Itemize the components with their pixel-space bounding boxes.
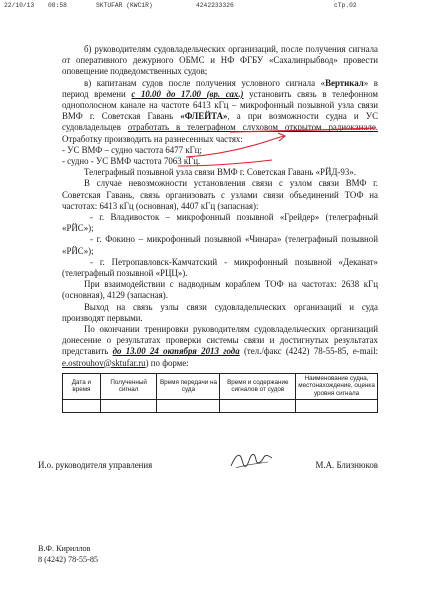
column-header-transfer-time: Время передачи на суда [157, 373, 220, 399]
contact-name: В.Ф. Кириллов [38, 544, 91, 553]
report-instruction: По окончании тренировки руководителям судовладельческих организаций донесение о результатах проверки системы связи и достигнутых результатах представить до 13.00 24 октября 2013 года (тел./факс (4242) 78-55-85, e-mail: e.ostrouhov@sktufar.ru) по форме: [62, 324, 378, 368]
column-header-ship-signals: Время и содержание сигналов от судов [220, 373, 296, 399]
station-fokino: - г. Фокино – микрофонный позывной «Чинара» (телеграфный позывной «РЙС»); [62, 234, 378, 256]
paragraph-v: в) капитанам судов после получения условного сигнала «Вертикал» в период времени с 10.00 до 17.00 (вр. сах.) установить связь в телефонном однополосном канале на частоте 6413 кГц – микрофонный позывной узла связи ВМФ г. Советская Гавань «ФЛЕЙТА», а при возможности судна и УС судовладельцев отработать в телеграфном слуховом открытом радиоканале. Отработку производить на разнесенных частях: [62, 77, 379, 144]
fax-date: 22/10/13 [4, 2, 35, 9]
telegraph-instruction: отработать в телеграфном слуховом открытом радиоканале. [127, 122, 378, 133]
report-email: e.ostrouhov@sktufar.ru [62, 357, 146, 368]
fallback-paragraph: В случае невозможности установления связи с узлом связи ВМФ г. Советская Гавань, связь организовать с узлами связи объединений ТОФ на частотах: 6413 кГц (основная), 4407 кГц (запасная): [62, 178, 378, 211]
fax-time: 08:58 [48, 2, 67, 9]
column-header-signal: Полученный сигнал [100, 373, 157, 399]
signal-name: Вертикал [325, 77, 364, 88]
table-cell [63, 399, 101, 412]
document-body [62, 44, 378, 413]
report-deadline: до 13.00 24 октября 2013 года [112, 346, 240, 357]
paragraph-b: б) руководителям судовладельческих организаций, после получения сигнала от оперативного дежурного ОБМС и НФ ФГБУ «Сахалинрыбвод» провести оповещение подведомственных судов; [62, 44, 378, 77]
frequency-ship: - УС ВМФ – судно частота 6477 кГц; [62, 144, 202, 155]
time-window: с 10.00 до 17.00 (вр. сах.) [131, 88, 244, 99]
table-cell [220, 399, 296, 412]
first-contact: Выход на связь узлы связи судовладельческих организаций и суда производят первыми. [62, 301, 378, 323]
fax-sender: SKTUFAR (KWC1R) [96, 2, 153, 9]
station-petropavlovsk: - г. Петропавловск-Камчатский - микрофонный позывной «Деканат» (телеграфный позывной «РЦЦ»). [62, 256, 378, 279]
fax-header [4, 2, 419, 12]
callsign-fleita: «ФЛЕЙТА» [180, 111, 228, 122]
ship-interaction: При взаимодействии с надводным кораблем ТОФ на частотах: 2638 кГц (основная), 4129 (запасная). [62, 279, 378, 301]
table-cell [100, 399, 157, 412]
signatory-name: М.А. Близнюков [315, 460, 378, 470]
signatory-title: И.о. руководителя управления [38, 460, 153, 470]
fax-page: cTp.02 [334, 2, 357, 9]
contact-block [38, 543, 98, 565]
handwritten-signature [228, 448, 274, 474]
column-header-vessel-info: Наименование судна, местонахождение, оценка уровня сигнала [296, 373, 378, 399]
signature-block [38, 460, 378, 472]
table-cell [157, 399, 220, 412]
table-row [63, 399, 378, 412]
report-form-table [62, 373, 378, 413]
contact-phone: 8 (4242) 78-55-85 [38, 555, 99, 564]
fax-number: 4242233326 [196, 2, 234, 9]
telegraph-callsign: Телеграфный позывной узла связи ВМФ г. Советская Гавань «РЙД-93». [84, 167, 356, 178]
table-cell [296, 399, 378, 412]
column-header-datetime: Дата и время [63, 373, 101, 399]
station-vladivostok: - г. Владивосток – микрофонный позывной «Грейдер» (телеграфный «РЙС»); [62, 212, 378, 234]
frequency-base: - судно - УС ВМФ частота 7063 кГц. [62, 156, 201, 167]
